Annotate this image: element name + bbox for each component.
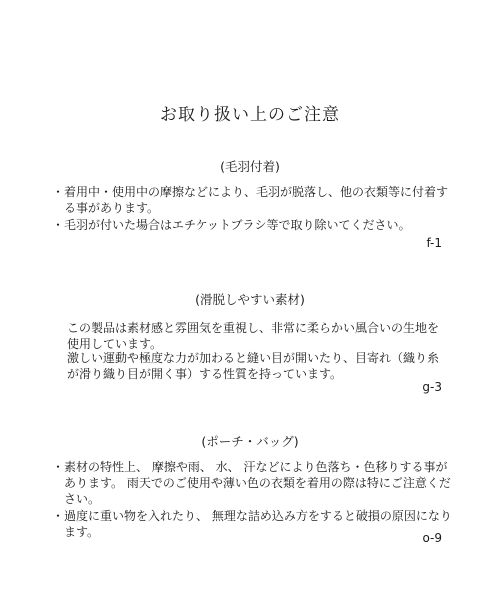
list-item-text: 毛羽が付いた場合はエチケットブラシ等で取り除いてください。 [64, 218, 411, 232]
list-item [52, 184, 452, 216]
list-item-text: 過度に重い物を入れたり、 無理な詰め込み方をすると破損の原因になります。 [64, 509, 452, 539]
list-item [52, 217, 452, 233]
product-code-label: f-1 [426, 236, 442, 250]
list-item-text: 素材の特性上、 摩擦や雨、 水、 汗などにより色落ち・色移りする事があります。 雨天でのご使用や薄い色の衣類を着用の際は特にご注意ください。 [64, 460, 451, 506]
list-item [52, 459, 452, 507]
section-heading-fuzz: (毛羽付着) [220, 159, 280, 174]
list-item [52, 508, 452, 540]
bullet-icon: ・ [52, 460, 65, 474]
list-item-text: 着用中・使用中の摩擦などにより、毛羽が脱落し、他の衣類等に付着する事があります。 [64, 185, 449, 215]
product-code-label: o-9 [422, 531, 442, 545]
product-code-label: g-3 [422, 380, 442, 394]
body-paragraph: この製品は素材感と雰囲気を重視し、非常に柔らかい風合いの生地を使用しています。 [67, 321, 440, 351]
bullet-icon: ・ [52, 218, 65, 232]
bullet-icon: ・ [52, 509, 65, 523]
section-heading-slippage: (滑脱しやすい素材) [195, 292, 305, 307]
bullet-icon: ・ [52, 185, 65, 199]
page-title: お取り扱い上のご注意 [160, 105, 340, 125]
body-paragraph: 激しい運動や極度な力が加わると縫い目が開いたり、目寄れ（織り糸が滑り織り目が開く事）する性質を持っています。 [67, 351, 440, 381]
section-heading-pouch-bag: (ポーチ・バッグ) [201, 434, 299, 449]
